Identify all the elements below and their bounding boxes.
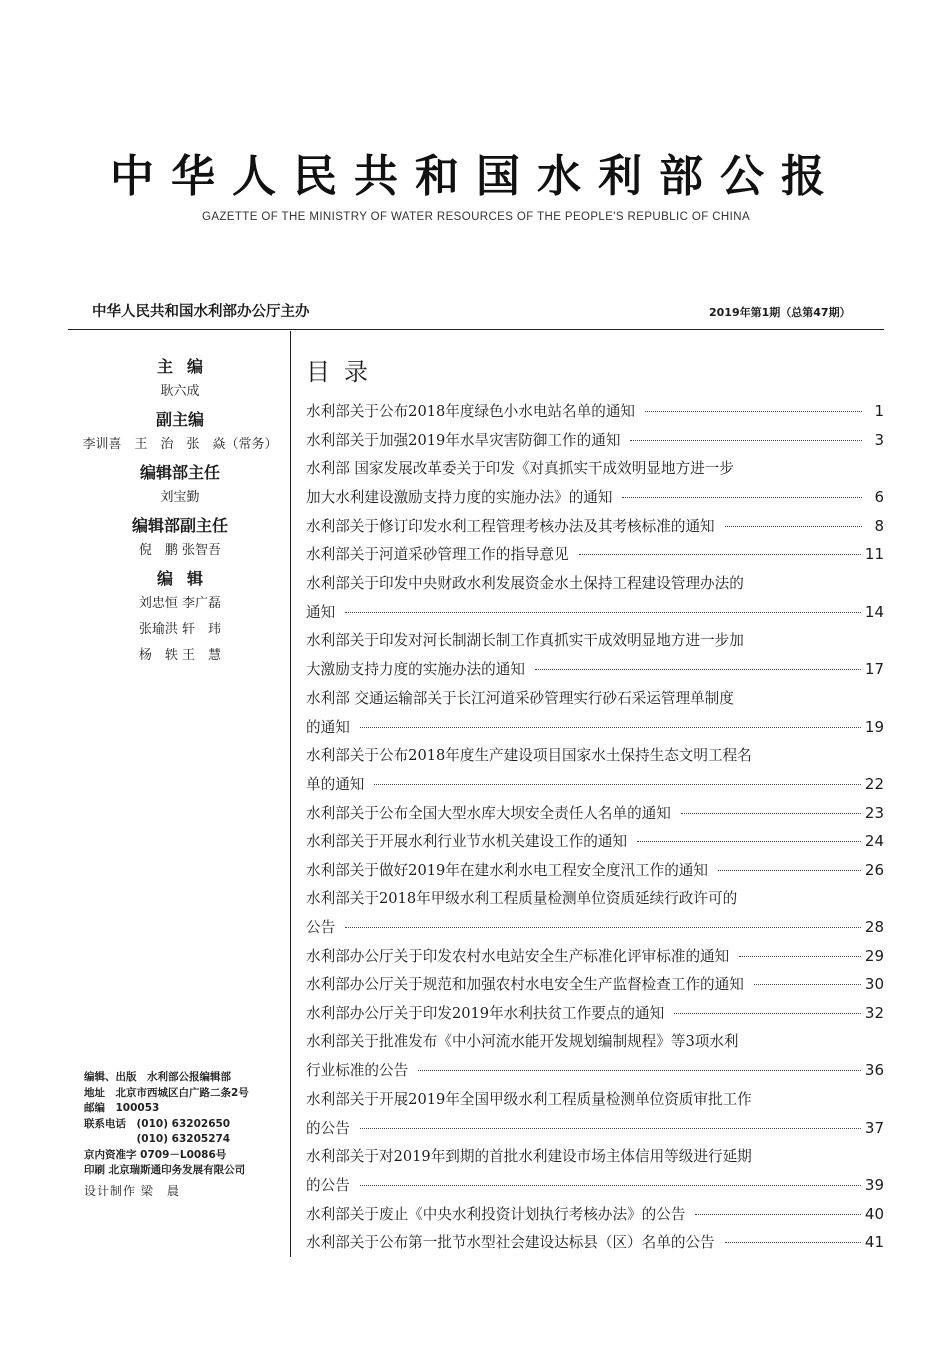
editorial-deputy-director-label: 编辑部副主任: [131, 516, 228, 535]
toc-leader-dots: [718, 870, 861, 871]
toc-page-number: 26: [864, 860, 884, 879]
toc-leader-dots: [637, 841, 861, 842]
toc-entry-title: 水利部关于公布2018年度生产建设项目国家水土保持生态文明工程名: [306, 747, 752, 764]
toc-page-number: 17: [864, 660, 884, 678]
toc-entry[interactable]: [306, 741, 884, 799]
publisher-line: 编辑、出版 水利部公报编辑部: [84, 1071, 231, 1083]
editorial-deputy-director-names: 倪 鹏 张智吾: [138, 543, 222, 558]
toc-entry[interactable]: [306, 1142, 884, 1200]
toc-leader-dots: [645, 411, 862, 412]
toc-leader-dots: [360, 1185, 861, 1186]
toc-page-number: 1: [874, 402, 884, 420]
toc-entry[interactable]: [306, 799, 884, 828]
address-line: 地址 北京市西城区白广路二条2号: [84, 1086, 249, 1099]
phone-line: 联系电话 (010) 63202650: [84, 1117, 231, 1130]
editorial-director-name: 刘宝勤: [160, 490, 200, 505]
toc-entry[interactable]: [306, 397, 884, 426]
toc-leader-dots: [725, 526, 862, 527]
permit-line: 京内资准字 0709－L0086号: [84, 1148, 227, 1161]
toc-page-number: 6: [874, 488, 884, 506]
table-of-contents: [306, 397, 884, 1257]
toc-entry-title: 大激励支持力度的实施办法的通知: [306, 661, 525, 678]
toc-heading: 目录: [306, 358, 382, 386]
toc-page-number: 40: [864, 1204, 884, 1223]
deputy-chief-editor-names: 李训喜 王 治 张 焱（常务）: [82, 437, 278, 452]
toc-entry-title: 水利部关于加强2019年水旱灾害防御工作的通知: [306, 431, 621, 449]
toc-leader-dots: [739, 956, 861, 957]
editorial-director-label: 编辑部主任: [139, 463, 220, 482]
toc-entry[interactable]: [306, 512, 884, 541]
toc-entry-title: 的公告: [306, 1177, 350, 1194]
phone-line: (010) 63205274: [84, 1133, 231, 1145]
toc-leader-dots: [725, 1242, 861, 1243]
printer-line: 印刷 北京瑞斯通印务发展有限公司: [84, 1164, 246, 1176]
toc-leader-dots: [622, 497, 862, 498]
toc-entry[interactable]: [306, 827, 884, 856]
postcode-line: 邮编 100053: [84, 1102, 160, 1114]
toc-entry-title: 水利部关于公布2018年度绿色小水电站名单的通知: [306, 403, 636, 420]
toc-entry[interactable]: [306, 1085, 884, 1143]
toc-page-number: 37: [864, 1118, 884, 1137]
toc-entry-title: 水利部关于修订印发水利工程管理考核办法及其考核标准的通知: [306, 517, 715, 535]
toc-entry-title: 水利部关于2018年甲级水利工程质量检测单位资质延续行政许可的: [306, 890, 738, 907]
deputy-chief-editor-label: 副主编: [155, 410, 204, 429]
toc-page-number: 11: [864, 545, 884, 563]
toc-entry[interactable]: [306, 970, 884, 999]
toc-entry[interactable]: [306, 1200, 884, 1229]
toc-page-number: 41: [864, 1233, 884, 1251]
toc-page-number: 19: [864, 717, 884, 736]
toc-page-number: 23: [864, 803, 884, 822]
editors-line: 杨 轶 王 慧: [138, 648, 222, 663]
toc-entry[interactable]: [306, 856, 884, 885]
toc-entry-title: 公告: [306, 919, 336, 936]
editors-line: 刘忠恒 李广磊: [138, 596, 222, 611]
toc-entry[interactable]: [306, 626, 884, 684]
toc-entry-title: 水利部关于印发对河长制湖长制工作真抓实干成效明显地方进一步加: [306, 632, 744, 649]
header-divider: [68, 329, 884, 330]
toc-leader-dots: [360, 727, 861, 728]
toc-entry[interactable]: [306, 454, 884, 512]
toc-entry-title: 水利部办公厅关于规范和加强农村水电安全生产监督检查工作的通知: [306, 976, 744, 993]
issue-number: 2019年第1期（总第47期）: [709, 306, 851, 319]
toc-page-number: 8: [874, 516, 884, 535]
toc-page-number: 32: [864, 1003, 884, 1022]
toc-entry-title: 水利部关于开展水利行业节水机关建设工作的通知: [306, 833, 628, 850]
toc-leader-dots: [674, 1013, 861, 1014]
toc-entry-title: 水利部办公厅关于印发农村水电站安全生产标准化评审标准的通知: [306, 947, 730, 965]
editors-label: 编辑: [156, 569, 217, 588]
gazette-title: 中华人民共和国水利部公报: [110, 151, 842, 202]
toc-page-number: 36: [864, 1061, 884, 1079]
toc-leader-dots: [579, 554, 861, 555]
toc-leader-dots: [360, 1128, 861, 1129]
toc-entry-title: 单的通知: [306, 776, 365, 793]
toc-entry-title: 水利部关于河道采砂管理工作的指导意见: [306, 546, 569, 563]
toc-entry[interactable]: [306, 1027, 884, 1085]
toc-entry-title: 水利部 交通运输部关于长江河道采砂管理实行砂石采运管理单制度: [306, 689, 734, 707]
toc-page-number: 14: [864, 602, 884, 621]
toc-entry-title: 水利部 国家发展改革委关于印发《对真抓实干成效明显地方进一步: [306, 460, 734, 477]
masthead: [70, 352, 290, 669]
designer-line: 设计制作 梁 晨: [84, 1184, 180, 1198]
toc-entry-title: 水利部关于对2019年到期的首批水利建设市场主体信用等级进行延期: [306, 1148, 752, 1165]
toc-page-number: 3: [874, 430, 884, 449]
colophon: [84, 1070, 249, 1179]
toc-entry[interactable]: [306, 684, 884, 742]
toc-entry[interactable]: [306, 942, 884, 971]
toc-entry-title: 水利部关于批准发布《中小河流水能开发规划编制规程》等3项水利: [306, 1033, 739, 1050]
chief-editor-name: 耿六成: [160, 384, 200, 399]
toc-page-number: 30: [864, 975, 884, 993]
toc-entry-title: 的公告: [306, 1119, 350, 1137]
toc-leader-dots: [695, 1214, 860, 1215]
toc-leader-dots: [535, 669, 861, 670]
toc-entry-title: 水利部关于公布第一批节水型社会建设达标县（区）名单的公告: [306, 1234, 715, 1251]
toc-entry-title: 水利部关于公布全国大型水库大坝安全责任人名单的通知: [306, 804, 671, 822]
toc-entry[interactable]: [306, 540, 884, 569]
chief-editor-label: 主编: [156, 357, 217, 376]
toc-entry[interactable]: [306, 999, 884, 1028]
toc-entry[interactable]: [306, 569, 884, 627]
toc-leader-dots: [345, 927, 861, 928]
toc-entry-title: 水利部关于开展2019年全国甲级水利工程质量检测单位资质审批工作: [306, 1090, 752, 1108]
toc-leader-dots: [754, 984, 861, 985]
editors-line: 张瑜洪 轩 玮: [138, 622, 222, 637]
toc-leader-dots: [345, 612, 861, 613]
toc-entry-title: 水利部关于做好2019年在建水利水电工程安全度汛工作的通知: [306, 861, 708, 879]
toc-entry[interactable]: [306, 426, 884, 455]
toc-entry-title: 水利部办公厅关于印发2019年水利扶贫工作要点的通知: [306, 1004, 665, 1022]
gazette-english-subtitle: GAZETTE OF THE MINISTRY OF WATER RESOURCES OF THE PEOPLE'S REPUBLIC OF CHINA: [201, 211, 751, 223]
toc-entry-title: 行业标准的公告: [306, 1062, 409, 1079]
toc-page-number: 29: [864, 946, 884, 965]
column-divider: [290, 331, 291, 1257]
toc-entry-title: 加大水利建设激励支持力度的实施办法》的通知: [306, 489, 613, 506]
toc-leader-dots: [681, 813, 861, 814]
toc-entry[interactable]: [306, 884, 884, 942]
toc-leader-dots: [418, 1070, 861, 1071]
toc-entry-title: 水利部关于印发中央财政水利发展资金水土保持工程建设管理办法的: [306, 574, 744, 592]
toc-leader-dots: [374, 784, 861, 785]
toc-entry-title: 通知: [306, 603, 336, 621]
toc-page-number: 22: [864, 775, 884, 793]
toc-page-number: 24: [864, 832, 884, 850]
toc-entry[interactable]: [306, 1228, 884, 1257]
toc-entry-title: 的通知: [306, 718, 350, 736]
toc-page-number: 39: [864, 1176, 884, 1194]
toc-leader-dots: [630, 440, 862, 441]
toc-entry-title: 水利部关于废止《中央水利投资计划执行考核办法》的公告: [306, 1205, 686, 1223]
sponsor-line: 中华人民共和国水利部办公厅主办: [92, 304, 310, 320]
toc-page-number: 28: [864, 918, 884, 936]
